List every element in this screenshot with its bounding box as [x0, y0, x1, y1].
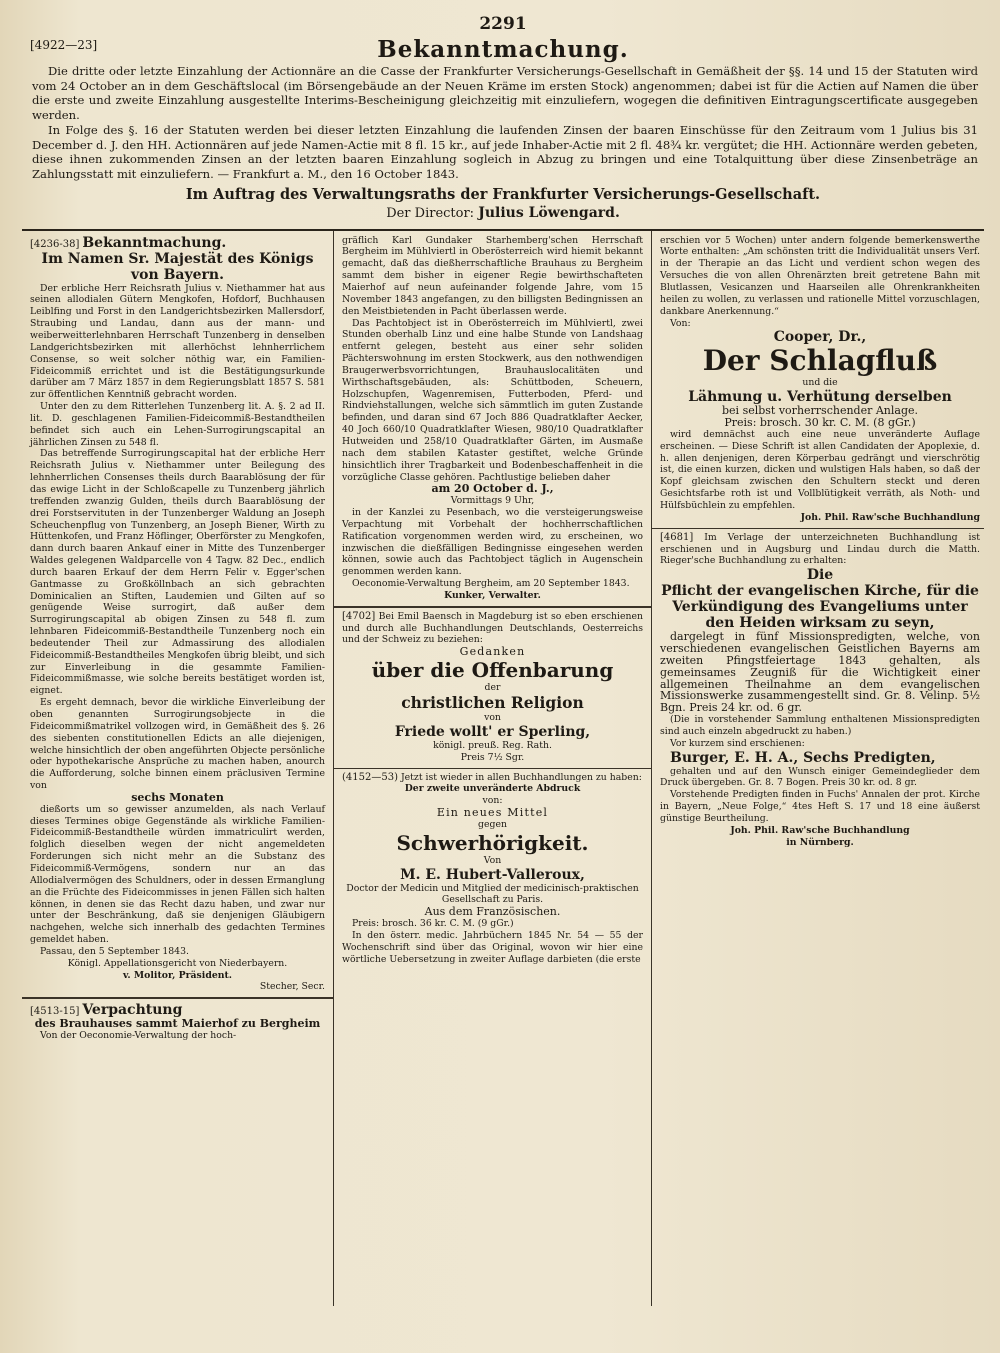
- notice-signature-line: Im Auftrag des Verwaltungsraths der Frankfurter Versicherungs-Gesellschaft.: [185, 185, 821, 203]
- director-name: Julius Löwengard.: [478, 204, 620, 221]
- seller-city: in Nürnberg.: [786, 836, 854, 848]
- paragraph: Vorstehende Predigten finden in Fuchs' Annalen der prot. Kirche in Bayern, „Neue Folge,“ 4tes Heft S. 17 und 18 eine äußerst günstige Beurtheilung.: [660, 789, 980, 824]
- ad-subtitle: des Brauhauses sammt Maierhof zu Bergheim: [34, 1017, 321, 1031]
- paragraph: wird demnächst auch eine neue unveränderte Auflage erscheinen. — Diese Schrift ist allen Candidaten der Apoplexie, d. h. allen denjenigen, deren Körperbau gedrängt und vierschrötig ist, die einen kurzen, dicken und wulstigen Hals haben, so daß der Kopf gleichsam zwischen den Schultern steckt und deren Gesichtsfarbe roth ist und Vollblütigkeit verräth, als Noth- und Hülfsbüchlein zu empfehlen.: [660, 428, 980, 511]
- seller: Joh. Phil. Raw'sche Buchhandlung: [730, 824, 910, 836]
- book-title: Ein neues Mittel: [436, 806, 549, 820]
- note: (Die in vorstehender Sammlung enthaltenen Missionspredigten sind auch einzeln abgedruckt zu haben.): [660, 714, 980, 737]
- paragraph: in der Kanzlei zu Pesenbach, wo die versteigerungsweise Verpachtung mit Vorbehalt der hochherrschaftlichen Ratification vorgenommen werden wird, zu erscheinen, wo inzwischen die dießfälligen Bedingnisse eingesehen werden können, sowie auch das Pachtobject täglich in Augenschein genommen werden kann.: [342, 507, 643, 578]
- book-title: und die: [802, 377, 838, 389]
- book-price: Preis: brosch. 30 kr. C. M. (8 gGr.): [724, 416, 916, 430]
- book-title: von: [484, 712, 501, 723]
- clerk: Stecher, Secr.: [259, 981, 325, 993]
- book-description: gehalten und auf den Wunsch einiger Gemeindeglieder dem Druck übergeben. Gr. 8. 7 Bogen. Preis 30 kr. od. 8 gr.: [660, 765, 980, 789]
- ad-reference: [4681]: [660, 531, 694, 543]
- book-title: Die: [806, 567, 834, 584]
- paragraph: Von der Oeconomie-Verwaltung der hoch-: [40, 1030, 237, 1042]
- paragraph: gräflich Karl Gundaker Starhemberg'schen Herrschaft Bergheim im Mühlviertl in Oberösterreich wird hiemit bekannt gemacht, daß das dießherrschaftliche Brauhaus zu Bergheim sammt dem bisher in eigener Regie bewirthschafteten Maierhof auf neun aufeinander folgende Jahre, vom 15 November 1843 angefangen, zu den billigsten Bedingnissen an den Meistbietenden in Pacht überlassen werde.: [342, 234, 643, 317]
- book-title: von:: [482, 795, 503, 807]
- ad-title: Verpachtung: [82, 1002, 183, 1019]
- term-label: sechs Monaten: [131, 790, 224, 804]
- book-title: christlichen Religion: [401, 693, 584, 712]
- book-title: über die Offenbarung: [371, 658, 614, 683]
- ad-text: Bei Emil Baensch in Magdeburg ist so eben erschienen und durch alle Buchhandlungen Deutschlands, Oesterreichs und der Schweiz zu beziehen:: [342, 610, 643, 646]
- book-description: dargelegt in fünf Missionspredigten, welche, von verschiedenen evangelischen Geistlichen Bayerns am zweiten Pfingstfeiertage 1843 gehalten, als gemeinsames Zeugniß für die Wichtigkeit einer allgemeinen Theilnahme an dem evangelischen Missionswerke zusammengestellt sind. Gr. 8. Velinp. 5½ Bgn. Preis 24 kr. od. 6 gr.: [660, 630, 980, 715]
- divider: [334, 606, 651, 608]
- book-author: Cooper, Dr.,: [773, 329, 867, 346]
- divider: [652, 528, 984, 529]
- ad-reference: [4513-15]: [30, 1006, 80, 1018]
- paragraph: Unter den zu dem Ritterlehen Tunzenberg lit. A. §. 2 ad II. lit. D. geschlagenen Familien-Fideicommiß-Bestandtheilen befindet sich auch ein Lehen-Surrogirungscapital an jährlichen Zinsen zu 548 fl.: [30, 401, 325, 448]
- book-title: Von: [483, 854, 502, 866]
- director-label: Der Director:: [386, 205, 475, 221]
- book-title: bei selbst vorherrschender Anlage.: [722, 404, 918, 418]
- page-number: 2291: [479, 14, 527, 34]
- column-left: [22, 231, 334, 1306]
- notice-title: Bekanntmachung.: [377, 36, 629, 63]
- notice-reference: [4922—23]: [30, 38, 98, 52]
- notice-director: [22, 205, 984, 221]
- book-title: Gedanken: [459, 645, 526, 659]
- book-price: Preis: brosch. 36 kr. C. M. (9 gGr.): [352, 918, 514, 930]
- book-author: Friede wollt' er Sperling,: [394, 723, 591, 740]
- book-title: Schwerhörigkeit.: [396, 830, 589, 855]
- divider: [22, 997, 333, 999]
- book-title: Burger, E. H. A., Sechs Predigten,: [670, 749, 936, 766]
- paragraph: dießorts um so gewisser anzumelden, als nach Verlauf dieses Termines obige Gegenstände als wirkliche Familien-Fideicommiß-Bestandtheile würden immatriculirt werden, folglich dieselben wegen der nicht angemeldeten Forderungen sich nicht mehr an die Substanz des Fideicommiß-Vermögens, sondern nur an das Allodialvermögen des Schuldners, oder in dessen Ermanglung an die Früchte des Fideicommisses in jenen Fällen sich halten können, in denen sie das Recht dazu haben, und zwar nur unter der Beschränkung, daß sie denjenigen Gläubigern nachgehen, welche sich innerhalb des gedachten Termines gemeldet haben.: [30, 803, 325, 946]
- ad-heading: Im Namen Sr. Majestät des Königs von Bayern.: [41, 250, 314, 283]
- paragraph: Es ergeht demnach, bevor die wirkliche Einverleibung der oben genannten Surrogirungsobjecte in die Fideicommißmatrikel vollzogen wird, in Gemäßheit des §. 26 des siebenten constitutionellen Edicts an alle diejenigen, welche hinsichtlich der oben angeführten Objecte persönliche oder hypothekarische Ansprüche zu machen haben, anourch die Aufforderung, solche binnen einem präclusiven Termine von: [30, 697, 325, 792]
- ad-reference: (4152—53): [342, 771, 398, 783]
- signer: Kunker, Verwalter.: [444, 589, 541, 601]
- place-line: Oeconomie-Verwaltung Bergheim, am 20 September 1843.: [352, 578, 630, 590]
- ad-text: Im Verlage der unterzeichneten Buchhandlung ist erschienen und in Augsburg und Lindau durch die Matth. Rieger'sche Buchhandlung zu erhalten:: [660, 531, 980, 567]
- auction-time: Vormittags 9 Uhr,: [450, 495, 535, 507]
- book-price: Preis 7½ Sgr.: [460, 751, 525, 763]
- notice-body: [22, 64, 984, 182]
- notice-paragraph: Die dritte oder letzte Einzahlung der Actionnäre an die Casse der Frankfurter Versicherungs-Gesellschaft in Gemäßheit der §§. 14 und 15 der Statuten wird vom 24 October an in dem Geschäftslocal (im Börsengebäude an der Neuen Kräme im ersten Stock) angenommen; dabei ist für die Actien auf Namen die über die erste und zweite Einzahlung ausgestellte Interims-Bescheinigung gleichzeitig mit einzuliefern, wogegen die definitiven Eintragungscertificate ausgegeben werden.: [32, 64, 978, 123]
- book-title: Lähmung u. Verhütung derselben: [688, 389, 952, 406]
- book-author: M. E. Hubert-Valleroux,: [400, 866, 585, 883]
- ad-reference: [4236-38]: [30, 238, 80, 250]
- author-rank: königl. preuß. Reg. Rath.: [433, 739, 552, 751]
- dateline: Passau, den 5 September 1843.: [40, 945, 189, 957]
- paragraph: In den österr. medic. Jahrbüchern 1845 Nr. 54 — 55 der Wochenschrift sind über das Original, wovon wir hier eine wörtliche Uebersetzung in zweiter Auflage darbieten (die erste: [342, 929, 643, 965]
- book-title: Der Schlagfluß: [702, 344, 938, 378]
- auction-date: am 20 October d. J.,: [431, 482, 554, 496]
- signer: v. Molitor, Präsident.: [122, 969, 233, 981]
- notice-paragraph: In Folge des §. 16 der Statuten werden bei dieser letzten Einzahlung die laufenden Zinsen der baaren Einschüsse für den Zeitraum vom 1 Julius bis 31 December d. J. den HH. Actionnären auf jede Namen-Actie mit 8 fl. 15 kr., auf jede Inhaber-Actie mit 2 fl. 48¾ kr. vergütet; die HH. Actionnäre werden gebeten, diese ihnen zukommenden Zinsen an der letzten baaren Einzahlung sogleich in Abzug zu bringen und eine Totalquittung über diese Zinsenbeträge an Zahlungsstatt mit einzuliefern. — Frankfurt a. M., den 16 October 1843.: [32, 122, 978, 181]
- paragraph: erschien vor 5 Wochen) unter andern folgende bemerkenswerthe Worte enthalten: „Am schönsten tritt die Individualität unsers Verf. in der Therapie an das Licht und verdient schon wegen des Versuches die von allen Ohrenärzten breit getretene Bahn mit Blutlassen, Vesicanzen und Haarseilen alle Ohrenkrankheiten heilen zu wollen, zu verlassen und rationelle Mittel vorzuschlagen, dankbare Anerkennung.“: [660, 234, 980, 317]
- author-rank: Doctor der Medicin und Mitglied der medicinisch-praktischen Gesellschaft zu Paris.: [346, 882, 639, 906]
- ad-reference: [4702]: [342, 610, 376, 622]
- paragraph: Der erbliche Herr Reichsrath Julius v. Niethammer hat aus seinen allodialen Gütern Mengkofen, Hofdorf, Buchhausen Leiblfing und Forst in den Landgerichtsbezirken Mallersdorf, Straubing und Landau, dann aus der mann- und weiberweitterlehnbaren Herrschaft Tunzenberg in denselben Landgerichtsbezirken mit allerhöchst lehnherrlichem Consense, so weit solcher nöthig war, ein Familien-Fideicommiß errichtet und ist die Bestätigungsurkunde darüber am 7 März 1857 in dem Regierungsblatt 1857 S. 581 zur öffentlichen Kenntniß gebracht worden.: [30, 282, 325, 401]
- ad-text: Jetzt ist wieder in allen Buchhandlungen zu haben:: [400, 771, 642, 783]
- column-middle: [334, 231, 652, 1306]
- seller: Joh. Phil. Raw'sche Buchhandlung: [800, 511, 980, 523]
- columns: [22, 231, 984, 1306]
- book-title: gegen: [478, 818, 507, 830]
- paragraph: Das Pachtobject ist in Oberösterreich im Mühlviertl, zwei Stunden oberhalb Linz und eine halbe Stunde von Landshaag entfernt gelegen, besteht aus einer sehr soliden Pächterswohnung im ersten Stockwerk, aus den nothwendigen Braugerwerbsvorrichtungen, Brauhauslocalitäten und Wirthschaftsgebäuden, als: Schüttboden, Scheuern, Holzschupfen, Wagenremisen, Futterboden, Pferd- und Rindviehstallungen, welche sich sämmtlich im guten Zustande befinden, und daran sind 67 Joch 886 Quadratklafter Aecker, 40 Joch 660/10 Quadratklafter Wiesen, 980/10 Quadratklafter Hutweiden und 258/10 Quadratklafter Gärten, im Ausmaße nach dem stabilen Kataster gestiftet, welche Gründe hinsichtlich ihrer Tragbarkeit und Bodenbeschaffenheit in die vorzügliche Classe gehören. Pachtlustige belieben daher: [342, 317, 643, 483]
- court-name: Königl. Appellationsgericht von Niederbayern.: [67, 957, 288, 969]
- divider: [334, 768, 651, 769]
- book-title: Pflicht der evangelischen Kirche, für die Verkündigung des Evangeliums unter den Heiden wirksam zu seyn,: [661, 583, 979, 632]
- ad-title: Bekanntmachung.: [82, 234, 227, 251]
- note: Vor kurzem sind erschienen:: [670, 737, 805, 749]
- von-label: Von:: [670, 317, 691, 329]
- book-title: der: [484, 682, 501, 694]
- book-title: Der zweite unveränderte Abdruck: [404, 783, 581, 795]
- paragraph: Das betreffende Surrogirungscapital hat der erbliche Herr Reichsrath Julius v. Niethammer unter Beilegung des lehnherrlichen Consenses theils durch Baarablösung der für das ewige Licht in der Schloßcapelle zu Tunzenberg jährlich treffenden zwanzig Gulden, theils durch Baarablösung der drei Forstservituten in der Tunzenberger Waldung an Joseph Scheuchenpflug von Tunzenberg, an Joseph Biener, Wirth zu Hüttenkofen, und Franz Höflinger, Oberförster zu Mengkofen, dann durch baaren Ankauf einer in Mitte des Tunzenberger Waldes gelegenen Waldparcelle von 4 Tagw. 82 Dec., endlich durch baaren Erkauf der dem Herrn Felir v. Egger'schen Gantmasse zu Großköllnbach an sich gebrachten Dominicalien an Stiften, Laudemien und Gilten auf so genügende Weise surrogirt, daß außer dem Surrogirungscapital ab obigen Zinsen zu 548 fl. zum lehnbaren Fideicommiß-Bestandtheile Tunzenberg noch ein bedeutender Theil zur Admassirung des allodialen Fideicommiß-Bestandtheiles Mengkofen übrig bleibt, und sich zur Einverleibung in die gesammte Familien-Fideicommißmasse, wie solche bereits bestätiget worden ist, eignet.: [30, 448, 325, 697]
- column-right: [652, 231, 984, 1306]
- translation-note: Aus dem Französischen.: [424, 905, 561, 919]
